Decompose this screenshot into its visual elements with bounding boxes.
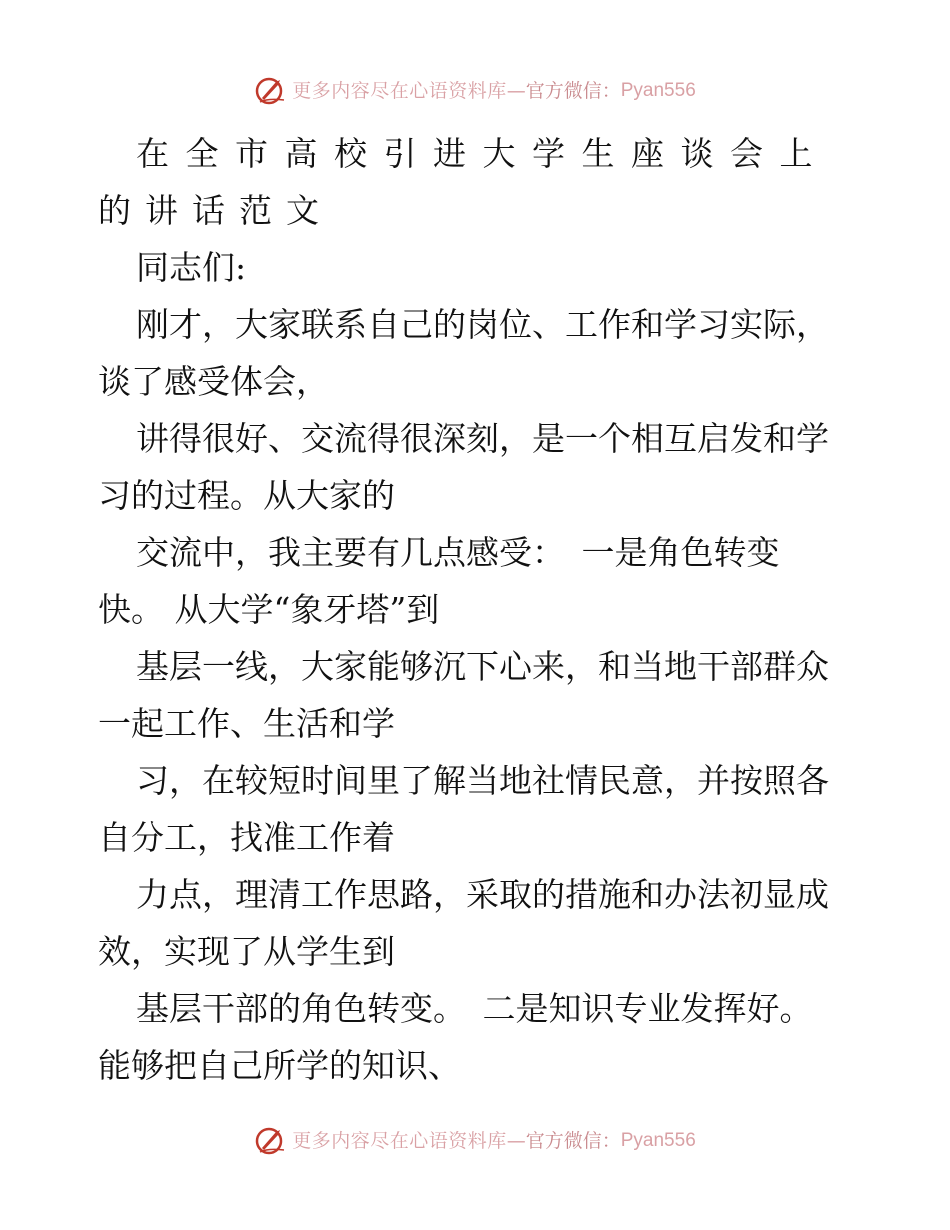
banner-wechat-label: 官方微信： xyxy=(525,1130,621,1152)
document-title-line-2: 的讲话范文 xyxy=(98,191,333,230)
quill-pen-logo-icon xyxy=(254,76,290,106)
paragraph-line: 交流中，我主要有几点感受： 一是角色转变 xyxy=(136,533,780,572)
banner-promo-text: 更多内容尽在心语资料库 xyxy=(292,80,507,102)
paragraph-line: 基层一线，大家能够沉下心来，和当地干部群众 xyxy=(136,647,829,686)
paragraph-line: 刚才，大家联系自己的岗位、工作和学习实际， xyxy=(136,305,829,344)
banner-promo-text: 更多内容尽在心语资料库 xyxy=(292,1130,507,1152)
paragraph-line: 基层干部的角色转变。 二是知识专业发挥好。 xyxy=(136,989,813,1028)
paragraph-line: 自分工，找准工作着 xyxy=(98,818,395,857)
paragraph-line: 效，实现了从学生到 xyxy=(98,932,395,971)
banner-wechat-label: 官方微信： xyxy=(525,80,621,102)
paragraph-line: 讲得很好、交流得很深刻，是一个相互启发和学 xyxy=(136,419,829,458)
paragraph-line: 能够把自己所学的知识、 xyxy=(98,1046,461,1085)
banner-separator: — xyxy=(506,1130,526,1152)
footer-banner xyxy=(0,1126,950,1156)
paragraph-line: 力点，理清工作思路，采取的措施和办法初显成 xyxy=(136,875,829,914)
paragraph-line: 习的过程。从大家的 xyxy=(98,476,395,515)
header-banner xyxy=(0,76,950,106)
paragraph-line: 谈了感受体会， xyxy=(98,362,329,401)
banner-separator: — xyxy=(506,80,526,102)
paragraph-line: 快。 从大学“象牙塔”到 xyxy=(98,590,440,629)
document-body xyxy=(98,125,858,1094)
banner-wechat-handle: Pyan556 xyxy=(620,80,696,101)
banner-wechat-handle: Pyan556 xyxy=(620,1130,696,1151)
paragraph-line: 一起工作、生活和学 xyxy=(98,704,395,743)
paragraph-line: 同志们: xyxy=(136,248,247,287)
document-title-line-1: 在全市高校引进大学生座谈会上 xyxy=(136,134,829,173)
quill-pen-logo-icon xyxy=(254,1126,290,1156)
paragraph-line: 习，在较短时间里了解当地社情民意，并按照各 xyxy=(136,761,829,800)
